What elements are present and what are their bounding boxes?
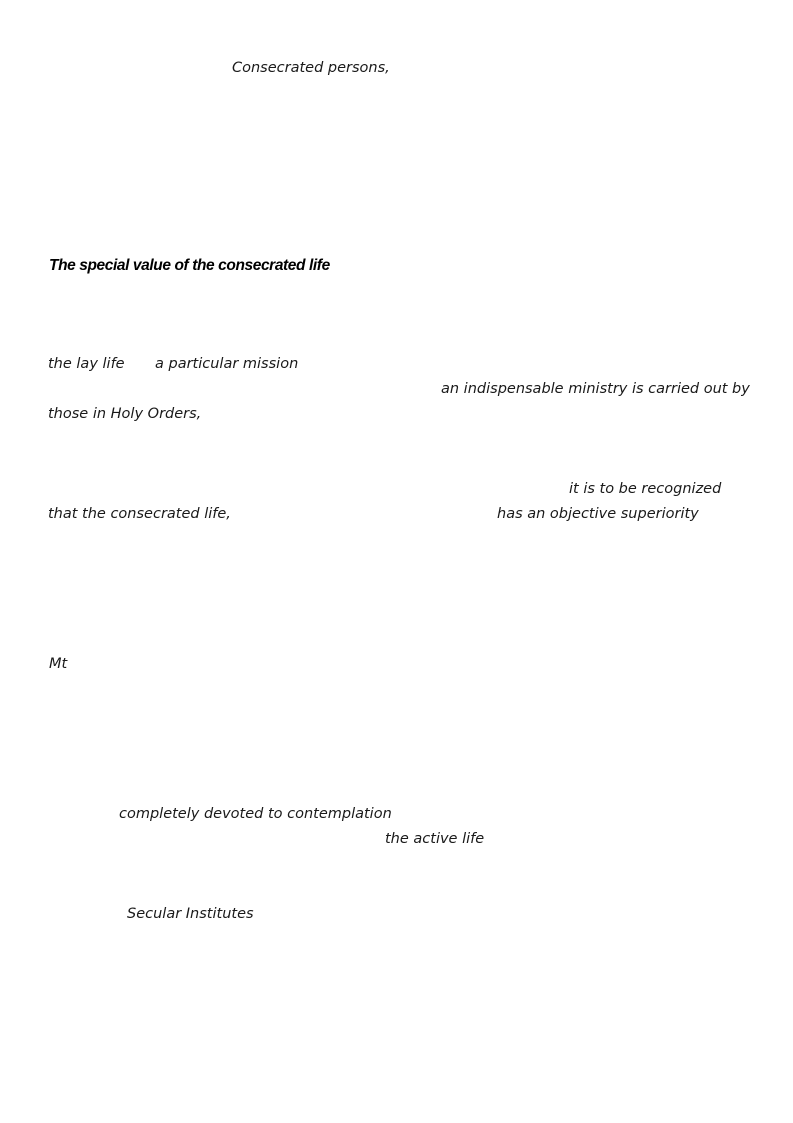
fragment-particular-mission: a particular mission: [155, 356, 299, 372]
fragment-superiority: has an objective superiority: [497, 506, 699, 522]
fragment-recognized: it is to be recognized: [569, 481, 722, 497]
fragment-holy-orders: those in Holy Orders,: [48, 406, 202, 422]
fragment-lay-life: the lay life: [48, 356, 125, 372]
section-heading: The special value of the consecrated life: [49, 257, 330, 274]
fragment-consecrated-life: that the consecrated life,: [48, 506, 231, 522]
opening-fragment: Consecrated persons,: [232, 60, 390, 76]
fragment-mt: Mt: [49, 656, 68, 672]
fragment-indispensable-ministry: an indispensable ministry is carried out by: [441, 381, 750, 397]
fragment-active-life: the active life: [385, 831, 485, 847]
fragment-contemplation: completely devoted to contemplation: [119, 806, 392, 822]
fragment-secular-institutes: Secular Institutes: [127, 906, 254, 922]
